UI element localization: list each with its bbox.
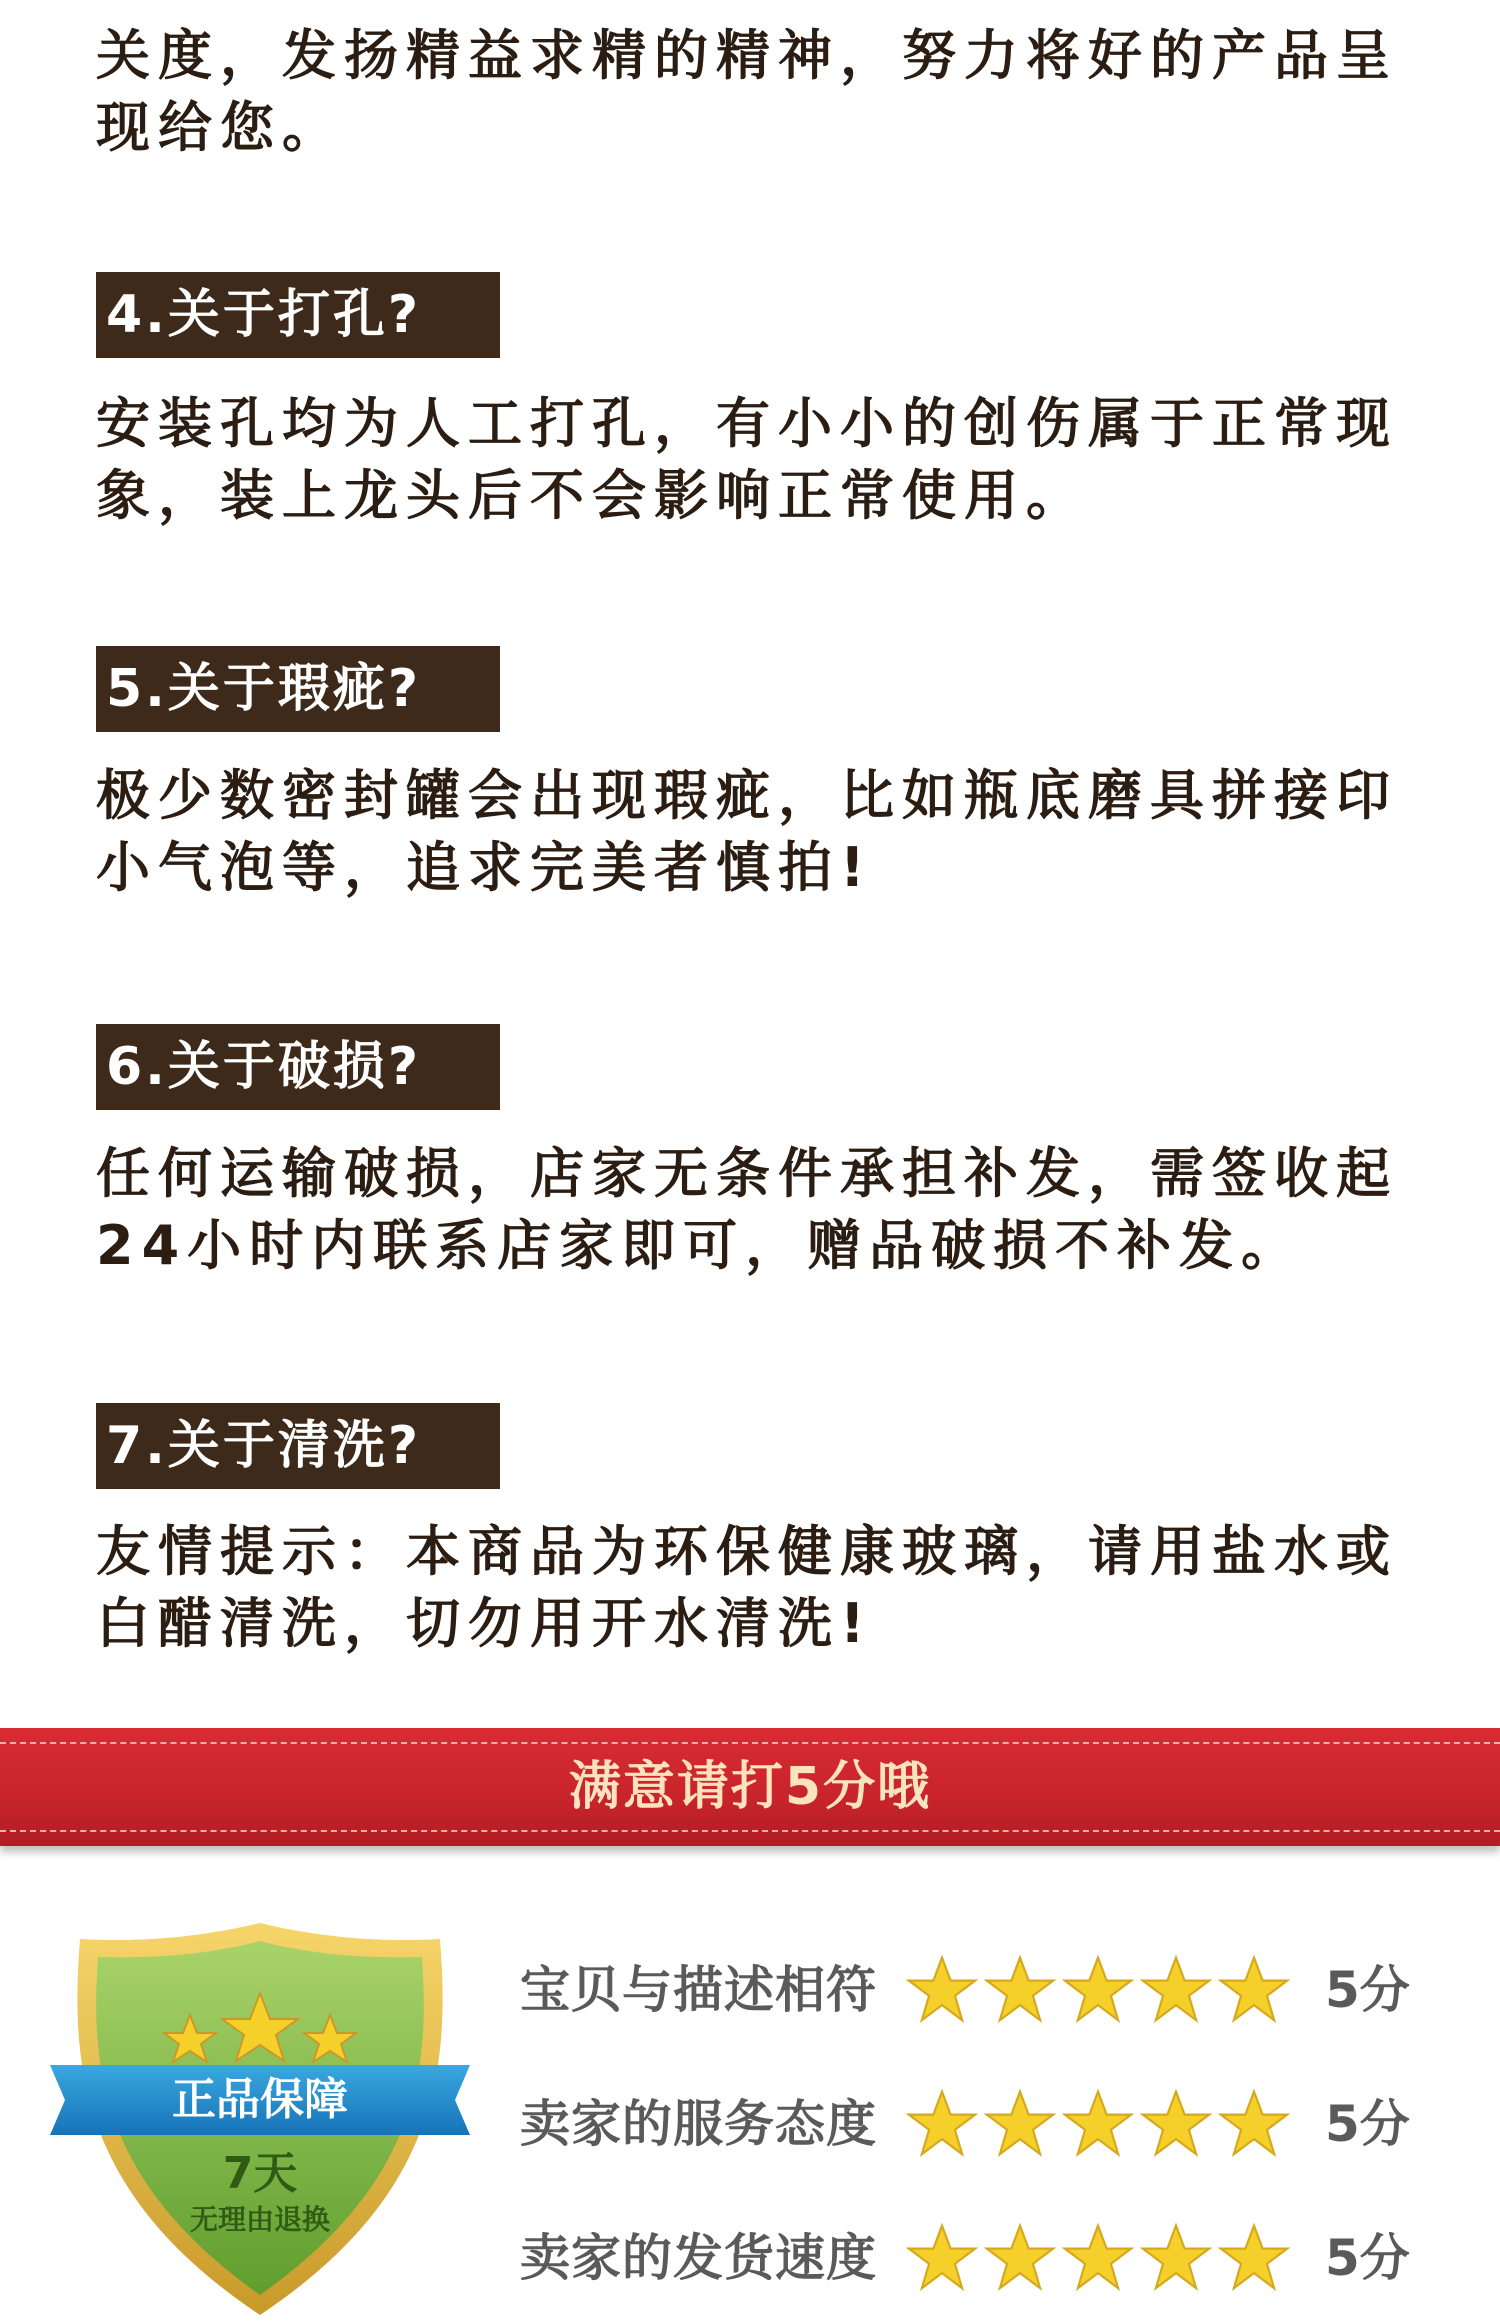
faq-body-damage: 任何运输破损，店家无条件承担补发，需签收起24小时内联系店家即可，赠品破损不补发。: [96, 1142, 1398, 1277]
star-rating: [906, 2088, 1296, 2160]
intro-paragraph: 关度，发扬精益求精的精神，努力将好的产品呈现给您。: [96, 24, 1398, 159]
rating-banner-text: 满意请打5分哦: [568, 1757, 932, 1817]
star-icon: [1062, 2088, 1134, 2160]
star-icon: [1140, 1954, 1212, 2026]
badge-subtitle: 无理由退换: [189, 2203, 330, 2236]
star-icon: [1218, 2222, 1290, 2294]
star-icon: [984, 2222, 1056, 2294]
star-icon: [984, 2088, 1056, 2160]
rating-score: 5分: [1325, 2095, 1410, 2153]
rating-label: 宝贝与描述相符: [520, 1961, 877, 2019]
badge-days: 7天: [222, 2148, 298, 2199]
rating-row-service: [520, 2084, 1480, 2164]
star-icon: [1140, 2222, 1212, 2294]
rating-label: 卖家的服务态度: [520, 2095, 877, 2153]
star-icon: [906, 1954, 978, 2026]
rating-banner: [0, 1728, 1500, 1846]
star-rating: [906, 1954, 1296, 2026]
rating-score: 5分: [1325, 2229, 1410, 2287]
faq-title-drilling: 4.关于打孔?: [96, 272, 500, 358]
faq-body-flaws: 极少数密封罐会出现瑕疵，比如瓶底磨具拼接印小气泡等，追求完美者慎拍!: [96, 764, 1398, 899]
faq-title-damage: 6.关于破损?: [96, 1024, 500, 1110]
rating-label: 卖家的发货速度: [520, 2229, 877, 2287]
star-icon: [1218, 2088, 1290, 2160]
star-icon: [984, 1954, 1056, 2026]
faq-title-cleaning: 7.关于清洗?: [96, 1403, 500, 1489]
star-icon: [1062, 2222, 1134, 2294]
star-icon: [906, 2222, 978, 2294]
badge-title: 正品保障: [172, 2074, 348, 2125]
rating-row-description: [520, 1950, 1480, 2030]
faq-title-flaws: 5.关于瑕疵?: [96, 646, 500, 732]
rating-score: 5分: [1325, 1961, 1410, 2019]
star-icon: [1062, 1954, 1134, 2026]
rating-row-shipping: [520, 2218, 1480, 2298]
faq-body-drilling: 安装孔均为人工打孔，有小小的创伤属于正常现象，装上龙头后不会影响正常使用。: [96, 392, 1398, 527]
star-icon: [1218, 1954, 1290, 2026]
star-rating: [906, 2222, 1296, 2294]
faq-body-cleaning: 友情提示：本商品为环保健康玻璃，请用盐水或白醋清洗，切勿用开水清洗!: [96, 1520, 1398, 1655]
star-icon: [1140, 2088, 1212, 2160]
star-icon: [906, 2088, 978, 2160]
